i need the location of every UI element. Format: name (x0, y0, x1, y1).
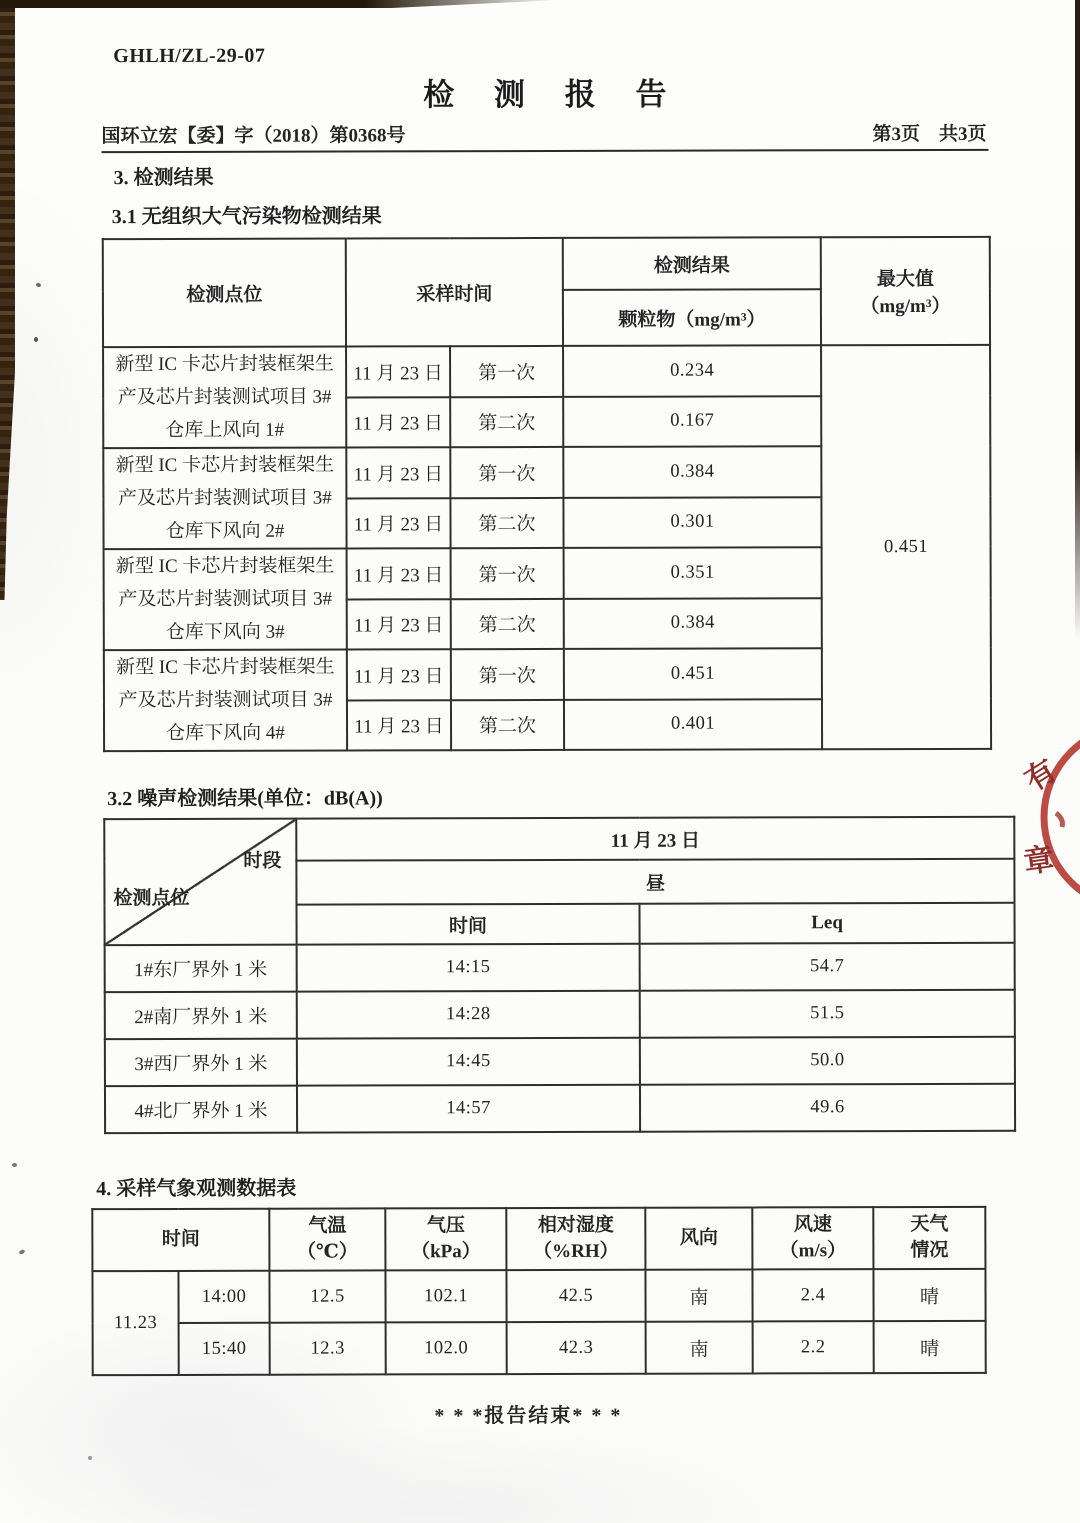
cell-value: 0.167 (563, 396, 821, 447)
header-temperature (269, 1208, 385, 1270)
cell-monitoring-point: 新型 IC 卡芯片封装框架生产及芯片封装测试项目 3# 仓库上风向 1# (103, 347, 346, 449)
cell-time: 15:40 (179, 1323, 270, 1375)
table-row (105, 1084, 1015, 1133)
cell-date: 11 月 23 日 (346, 498, 450, 549)
cell-time: 14:00 (178, 1271, 269, 1323)
section-4-heading: 4. 采样气象观测数据表 (96, 1177, 297, 1201)
cell-value: 0.351 (564, 547, 822, 598)
cell-time: 14:45 (297, 1038, 640, 1086)
header-point: 检测点位 (103, 239, 346, 348)
cell-date: 11 月 23 日 (347, 700, 451, 751)
cell-monitoring-point: 新型 IC 卡芯片封装框架生产及芯片封装测试项目 3# 仓库下风向 3# (104, 549, 347, 651)
report-end-marker: * * *报告结束* * * (434, 1404, 623, 1428)
table-header-row (104, 817, 1014, 861)
cell-value: 0.384 (564, 598, 822, 649)
header-particulate: 颗粒物（mg/m³） (563, 289, 821, 346)
cell-weather: 晴 (874, 1321, 986, 1373)
header-leq: Leq (639, 903, 1014, 944)
cell-date: 11 月 23 日 (346, 447, 450, 498)
corner-label-period: 时段 (243, 850, 282, 872)
corner-diagonal-cell (104, 819, 296, 946)
cell-humidity: 42.3 (507, 1322, 646, 1374)
cell-wind-speed: 2.4 (752, 1269, 873, 1321)
header-weather-line2: 情况 (910, 1239, 949, 1262)
cell-humidity: 42.5 (506, 1270, 645, 1322)
cell-seq: 第一次 (451, 548, 564, 599)
cell-leq: 51.5 (640, 990, 1015, 1038)
header-wind-speed (752, 1207, 873, 1269)
stamp-char-top: 有 (1019, 753, 1063, 798)
stamp-char-bottom: 章 (1021, 842, 1057, 880)
weather-observation-table (91, 1206, 986, 1376)
cell-date: 11.23 (92, 1271, 178, 1375)
header-pressure-unit: （kPa） (411, 1241, 481, 1263)
cell-noise-point: 3#西厂界外 1 米 (105, 1039, 297, 1087)
cell-leq: 49.6 (640, 1084, 1015, 1132)
cell-temp: 12.3 (270, 1322, 386, 1374)
header-weather-line1: 天气 (910, 1213, 949, 1236)
cell-time: 14:15 (297, 944, 640, 992)
cell-value: 0.451 (564, 648, 822, 699)
header-wind-direction: 风向 (645, 1207, 752, 1269)
cell-date: 11 月 23 日 (346, 397, 450, 448)
cell-leq: 54.7 (640, 943, 1015, 991)
cell-temp: 12.5 (269, 1270, 385, 1322)
table-row (103, 345, 990, 398)
cell-max-value: 0.451 (821, 345, 991, 749)
header-wind-speed-unit: （m/s） (779, 1240, 847, 1262)
cell-leq: 50.0 (640, 1037, 1015, 1085)
section-3-2-heading: 3.2 噪声检测结果(单位：dB(A)) (107, 787, 383, 811)
header-date: 11 月 23 日 (296, 817, 1014, 861)
header-max (821, 237, 990, 345)
table-row (93, 1321, 986, 1375)
page-indicator: 第3页 共3页 (872, 123, 987, 146)
cell-wind-speed: 2.2 (753, 1321, 874, 1373)
cell-time: 14:57 (297, 1085, 640, 1133)
cell-seq: 第二次 (450, 497, 563, 548)
header-temp-label: 气温 (308, 1215, 347, 1237)
table-header-row (103, 237, 990, 291)
header-period: 昼 (296, 859, 1014, 905)
section-3-1-heading: 3.1 无组织大气污染物检测结果 (111, 205, 382, 229)
table-row (105, 990, 1015, 1039)
table-header-row (92, 1207, 985, 1271)
form-code: GHLH/ZL-29-07 (113, 44, 266, 68)
cell-date: 11 月 23 日 (347, 649, 451, 700)
cell-value: 0.234 (563, 345, 821, 396)
cell-seq: 第二次 (450, 396, 563, 447)
cell-noise-point: 1#东厂界外 1 米 (105, 945, 297, 993)
noise-results-table (103, 816, 1016, 1134)
cell-date: 11 月 23 日 (347, 548, 451, 599)
cell-monitoring-point: 新型 IC 卡芯片封装框架生产及芯片封装测试项目 3# 仓库下风向 4# (104, 650, 347, 752)
header-result-group: 检测结果 (563, 237, 821, 290)
header-humidity (506, 1208, 645, 1270)
header-pressure-label: 气压 (426, 1215, 465, 1237)
cell-pressure: 102.0 (386, 1322, 507, 1374)
section-3-heading: 3. 检测结果 (113, 166, 214, 190)
cell-time: 14:28 (297, 991, 640, 1039)
cell-date: 11 月 23 日 (346, 346, 450, 397)
report-title: 检 测 报 告 (423, 76, 683, 113)
cell-pressure: 102.1 (385, 1270, 506, 1322)
cell-monitoring-point: 新型 IC 卡芯片封装框架生产及芯片封装测试项目 3# 仓库下风向 2# (103, 448, 346, 550)
header-humidity-label: 相对湿度 (537, 1214, 614, 1237)
air-pollutant-results-table (102, 236, 992, 752)
table-row (105, 943, 1015, 992)
header-max-label: 最大值 (876, 268, 934, 291)
cell-seq: 第二次 (451, 598, 564, 649)
cell-noise-point: 2#南厂界外 1 米 (105, 992, 297, 1040)
cell-noise-point: 4#北厂界外 1 米 (105, 1086, 297, 1134)
doc-number: 国环立宏【委】字（2018）第0368号 (101, 125, 406, 148)
table-row (92, 1269, 985, 1323)
cell-value: 0.384 (563, 446, 821, 497)
cell-wind-dir: 南 (646, 1321, 753, 1373)
cell-wind-dir: 南 (645, 1269, 752, 1321)
header-pressure (385, 1208, 506, 1270)
header-wind-speed-label: 风速 (793, 1214, 832, 1236)
cell-value: 0.301 (563, 497, 821, 548)
header-temp-unit: （℃） (297, 1241, 358, 1263)
corner-label-point: 检测点位 (113, 887, 190, 910)
cell-weather: 晴 (873, 1269, 985, 1321)
header-time: 时间 (296, 904, 639, 945)
header-weather (873, 1207, 985, 1269)
cell-date: 11 月 23 日 (347, 599, 451, 650)
header-time: 时间 (92, 1209, 269, 1271)
header-humidity-unit: （%RH） (533, 1240, 619, 1263)
cell-value: 0.401 (564, 699, 822, 750)
document-header-line (101, 119, 988, 153)
cell-seq: 第一次 (451, 649, 564, 700)
header-max-unit: （mg/m³） (860, 295, 951, 318)
cell-seq: 第一次 (450, 447, 563, 498)
scan-speck (88, 1456, 92, 1460)
cell-seq: 第一次 (450, 346, 563, 397)
header-sampling-time: 采样时间 (346, 238, 563, 347)
cell-seq: 第二次 (451, 699, 564, 750)
table-row (105, 1037, 1015, 1086)
